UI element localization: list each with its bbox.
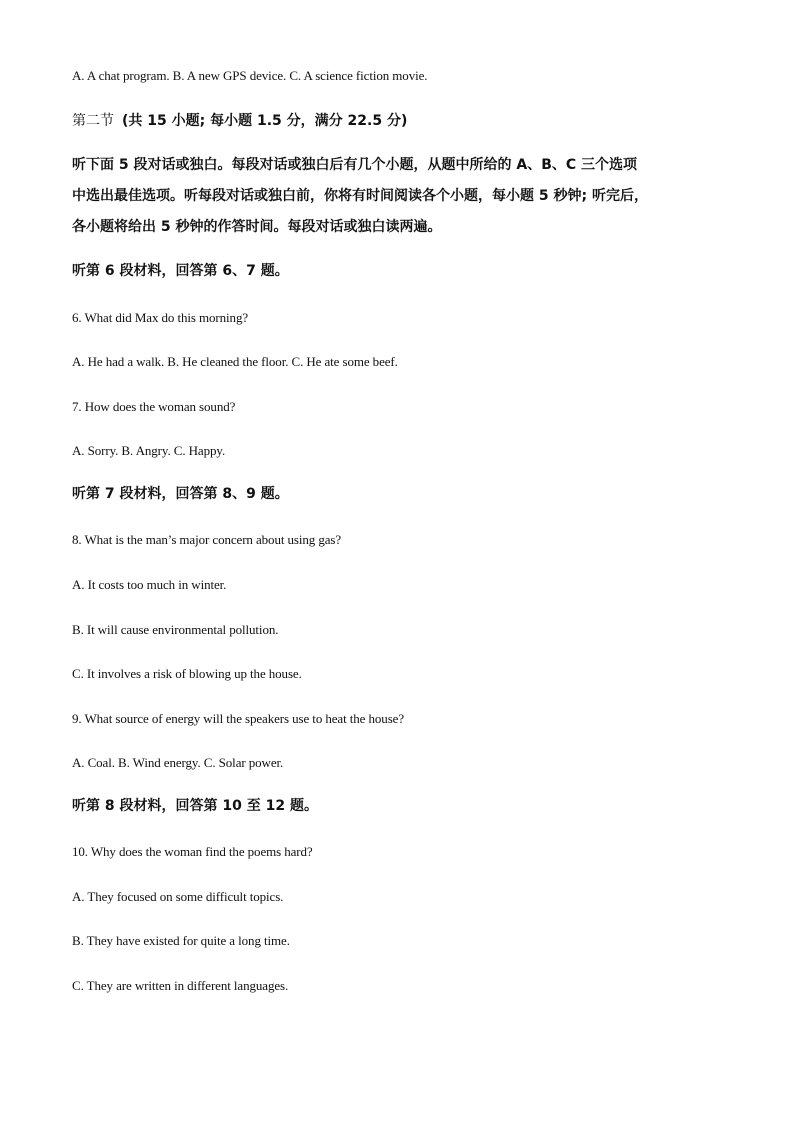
instruction-line: 中选出最佳选项。听每段对话或独白前，你将有时间阅读各个小题，每小题 5 秒钟; 听完后， xyxy=(72,188,648,204)
question-text: 7. How does the woman sound? xyxy=(72,399,236,414)
answer-option: A. They focused on some difficult topics. xyxy=(72,889,284,904)
question-text: 10. Why does the woman find the poems hard? xyxy=(72,844,313,859)
answer-option: B. It will cause environmental pollution. xyxy=(72,622,279,637)
question-text: 9. What source of energy will the speakers use to heat the house? xyxy=(72,711,404,726)
group-heading: 听第 6 段材料，回答第 6、7 题。 xyxy=(72,263,289,279)
question-text: 8. What is the man’s major concern about using gas? xyxy=(72,532,342,547)
answer-option: C. They are written in different languages. xyxy=(72,978,289,993)
section-title xyxy=(72,112,407,130)
instruction-line: 听下面 5 段对话或独白。每段对话或独白后有几个小题，从题中所给的 A、B、C 三个选项 xyxy=(72,157,638,173)
answer-option: A. It costs too much in winter. xyxy=(72,577,227,592)
group-heading: 听第 8 段材料，回答第 10 至 12 题。 xyxy=(72,798,318,814)
section-detail: (共 15 小题; 每小题 1.5 分，满分 22.5 分) xyxy=(122,113,408,129)
answer-options: A. Sorry. B. Angry. C. Happy. xyxy=(72,443,226,458)
section-name: 第二节 xyxy=(72,113,114,129)
answer-option: C. It involves a risk of blowing up the house. xyxy=(72,666,302,681)
answer-option: B. They have existed for quite a long time. xyxy=(72,933,290,948)
group-heading: 听第 7 段材料，回答第 8、9 题。 xyxy=(72,486,289,502)
question-text: 6. What did Max do this morning? xyxy=(72,310,249,325)
answer-options: A. He had a walk. B. He cleaned the floor. C. He ate some beef. xyxy=(72,354,398,369)
question-5-options: A. A chat program. B. A new GPS device. C. A science fiction movie. xyxy=(72,68,428,83)
answer-options: A. Coal. B. Wind energy. C. Solar power. xyxy=(72,755,284,770)
instruction-line: 各小题将给出 5 秒钟的作答时间。每段对话或独白读两遍。 xyxy=(72,219,442,235)
